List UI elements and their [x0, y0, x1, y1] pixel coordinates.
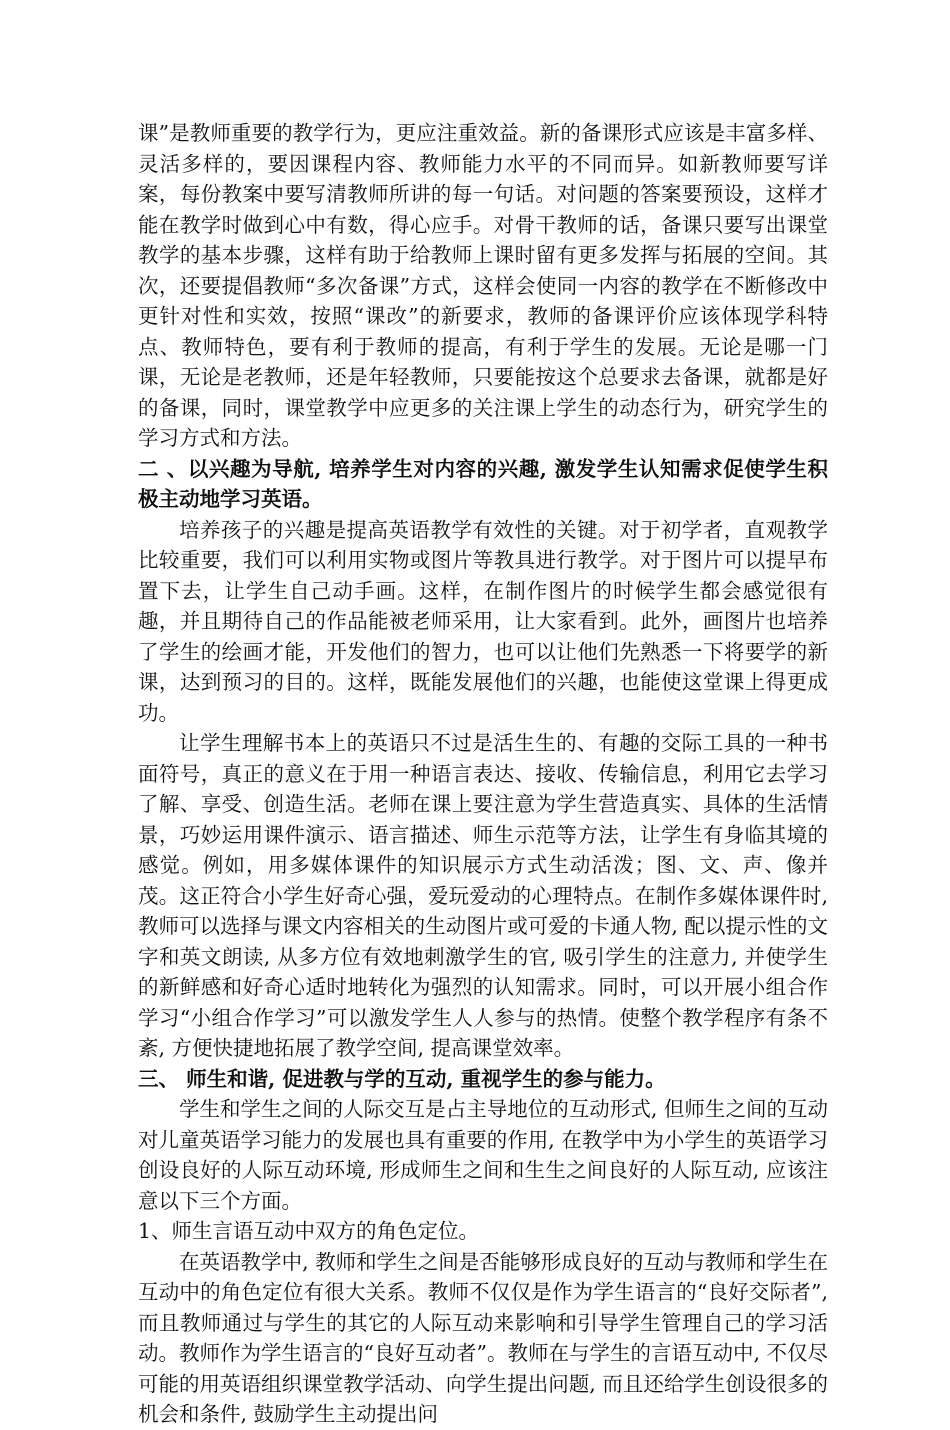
paragraph-role: 在英语教学中, 教师和学生之间是否能够形成良好的互动与教师和学生在互动中的角色定位有很大关系。教师不仅仅是作为学生语言的“良好交际者”, 而且教师通过与学生的其它的人际互动来影响和引导学生管理自己的学习活动。教师作为学生语言的“良好互动者”。教师在与学生的言语互动中, 不仅尽可能的用英语组织课堂教学活动、向学生提出问题, 而且还给学生创设很多的机会和条件, 鼓励学生主动提出问: [138, 1249, 828, 1426]
paragraph-lesson-prep: 课”是教师重要的教学行为，更应注重效益。新的备课形式应该是丰富多样、灵活多样的，要因课程内容、教师能力水平的不同而异。如新教师要写详案，每份教案中要写清教师所讲的每一句话。对问题的答案要预设，这样才能在教学时做到心中有数，得心应手。对骨干教师的话，备课只要写出课堂教学的基本步骤，这样有助于给教师上课时留有更多发挥与拓展的空间。其次，还要提倡教师“多次备课”方式，这样会使同一内容的教学在不断修改中更针对性和实效，按照“课改”的新要求，教师的备课评价应该体现学科特点、教师特色，要有利于教师的提高，有利于学生的发展。无论是哪一门课，无论是老教师，还是年轻教师，只要能按这个总要求去备课，就都是好的备课，同时，课堂教学中应更多的关注课上学生的动态行为，研究学生的学习方式和方法。: [138, 121, 828, 450]
subheading-1: 1、师生言语互动中双方的角色定位。: [138, 1219, 480, 1243]
paragraph-interest: 培养孩子的兴趣是提高英语教学有效性的关键。对于初学者，直观教学比较重要，我们可以利用实物或图片等教具进行教学。对于图片可以提早布置下去，让学生自己动手画。这样，在制作图片的时候学生都会感觉很有趣，并且期待自己的作品能被老师采用，让大家看到。此外，画图片也培养了学生的绘画才能，开发他们的智力，也可以让他们先熟悉一下将要学的新课，达到预习的目的。这样，既能发展他们的兴趣，也能使这堂课上得更成功。: [138, 517, 828, 725]
paragraph-interaction: 学生和学生之间的人际交互是占主导地位的互动形式, 但师生之间的互动对儿童英语学习能力的发展也具有重要的作用, 在教学中为小学生的英语学习创设良好的人际互动环境, 形成师生之间和生生之间良好的人际互动, 应该注意以下三个方面。: [138, 1097, 828, 1213]
document-page: [138, 118, 828, 1430]
section-heading-2: 二 、以兴趣为导航, 培养学生对内容的兴趣, 激发学生认知需求促使学生积极主动地学习英语。: [138, 456, 828, 511]
paragraph-multimedia: 让学生理解书本上的英语只不过是活生生的、有趣的交际工具的一种书面符号，真正的意义在于用一种语言表达、接收、传输信息，利用它去学习了解、享受、创造生活。老师在课上要注意为学生营造真实、具体的生活情景，巧妙运用课件演示、语言描述、师生示范等方法，让学生有身临其境的感觉。例如，用多媒体课件的知识展示方式生动活泼；图、文、声、像并茂。这正符合小学生好奇心强，爱玩爱动的心理特点。在制作多媒体课件时, 教师可以选择与课文内容相关的生动图片或可爱的卡通人物, 配以提示性的文字和英文朗读, 从多方位有效地刺激学生的官, 吸引学生的注意力, 并使学生的新鲜感和好奇心适时地转化为强烈的认知需求。同时，可以开展小组合作学习“小组合作学习”可以激发学生人人参与的热情。使整个教学程序有条不紊, 方便快捷地拓展了教学空间, 提高课堂效率。: [138, 731, 828, 1060]
section-heading-3: 三、 师生和谐, 促进教与学的互动, 重视学生的参与能力。: [138, 1066, 666, 1091]
